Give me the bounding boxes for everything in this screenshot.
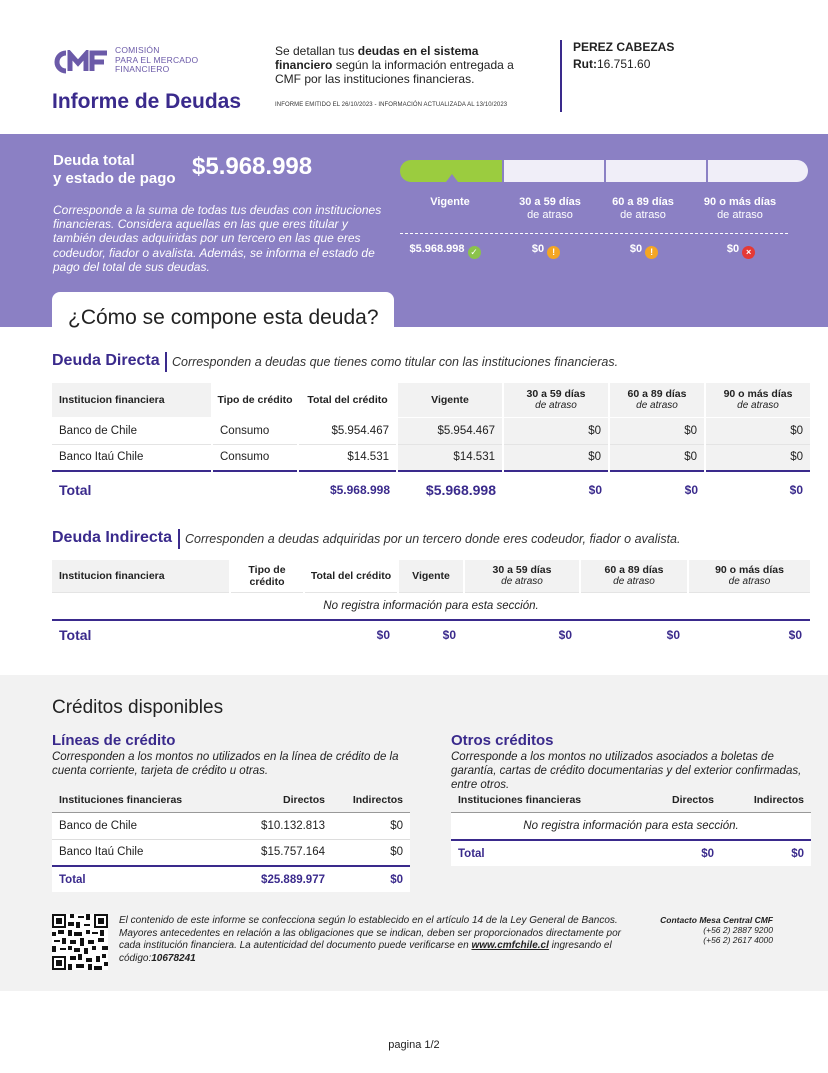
cell-inst: Banco Itaú Chile [52,444,212,471]
header-divider [560,40,562,112]
logo-text [115,46,198,75]
table-row [52,417,810,444]
footer-text-2: ingresando el código: [119,940,612,964]
page-title: Informe de Deudas [52,90,242,113]
cell-90: $0 [705,444,810,471]
cell-total: $14.531 [298,444,397,471]
no-records-text: No registra información para esta sección. [52,592,810,620]
summary-title [53,152,176,188]
others-description: Corresponde a los montos no utilizados asociados a boletas de garantía, cartas de crédito documentarias y del exterior confirmadas, entre otros. [451,751,802,791]
col-90: 90 o más días de atraso [688,560,810,592]
status-bar-30-59 [504,160,604,182]
cell-30-59: $0 [503,417,609,444]
cell-total: $5.954.467 [298,417,397,444]
total-label: Total [52,471,212,507]
table-row [52,444,810,471]
summary-description: Corresponde a la suma de todas tus deudas con instituciones financieras. Considera aquellas en las que eres titular y también deudas adquiridas por un tercero en las que eres codeudor, fiador o avalista. Además, se informa el estado de pago del total de sus deudas. [53,203,382,274]
footer-legal-text [119,915,639,965]
col-60-89: 60 a 89 días de atraso [609,383,705,417]
col-institucion: Institucion financiera [52,383,212,417]
status-value-vigente: $5.968.998 ✓ [395,243,495,259]
cmf-logo-icon [52,50,110,74]
cell-60-89: $0 [609,417,705,444]
total-total: $5.968.998 [298,471,397,507]
col-tipo: Tipo de crédito [230,560,304,592]
total-vigente: $5.968.998 [397,471,503,507]
cell-vigente: $5.954.467 [397,417,503,444]
rut-value: 16.751.60 [597,57,651,71]
cell-60-89: $0 [609,444,705,471]
status-value-30-59: $0 ! [496,243,596,259]
total-indirectos: $0 [721,840,811,866]
summary-title-2: y estado de pago [53,170,176,187]
total-row [52,620,810,648]
total-30-59: $0 [464,620,580,648]
total-label: Total [52,866,232,892]
total-90: $0 [688,620,810,648]
status-caret-icon [446,174,458,182]
footer-text-1: El contenido de este informe se confecciona según lo establecido en el artículo 14 de la Ley General de Bancos. Mayores antecedentes en relación a las obligaciones que se indican, deben ser proporcionados directamente por cada institución financiera. La autenticidad del documento puede verificarse en [119,915,621,951]
person-rut [573,57,650,71]
header-desc-pre: Se detallan tus [275,44,358,58]
direct-title-bar [165,352,167,372]
cross-icon: × [742,246,755,259]
qr-code-icon [52,914,108,970]
issued-date: INFORME EMITIDO EL 26/10/2023 - INFORMACIÓN ACTUALIZADA AL 13/10/2023 [275,102,508,108]
status-value-60-89: $0 ! [594,243,694,259]
cell-30-59: $0 [503,444,609,471]
person-name: PEREZ CABEZAS [573,40,675,54]
col-30-59: 30 a 59 días de atraso [464,560,580,592]
total-label: Total [451,840,641,866]
cell-tipo: Consumo [212,417,298,444]
total-30-59: $0 [503,471,609,507]
col-90: 90 o más días de atraso [705,383,810,417]
total-row [52,866,410,892]
total-directos: $0 [641,840,721,866]
cell-directos: $15.757.164 [232,839,332,866]
verification-code: 10678241 [151,952,196,964]
compose-title: ¿Cómo se compone esta deuda? [68,306,379,329]
cell-directos: $10.132.813 [232,812,332,839]
status-label-90: 90 o más días de atraso [703,196,777,221]
col-tipo: Tipo de crédito [212,383,298,417]
header-desc-post: según la información entregada a CMF por las instituciones financieras. [275,58,514,86]
col-indirectos: Indirectos [721,788,811,812]
table-row [451,812,811,840]
credits-title: Créditos disponibles [52,697,224,718]
cell-90: $0 [705,417,810,444]
contact-phone-2: (+56 2) 2617 4000 [703,935,773,945]
summary-title-1: Deuda total [53,152,135,169]
total-indirectos: $0 [332,866,410,892]
lines-title: Líneas de crédito [52,732,176,749]
page-number: pagina 1/2 [388,1039,440,1051]
cell-tipo: Consumo [212,444,298,471]
status-label-vigente: Vigente [430,196,470,208]
col-institucion: Instituciones financieras [52,788,232,812]
col-vigente: Vigente [397,383,503,417]
col-institucion: Institucion financiera [52,560,230,592]
status-divider [400,233,788,234]
col-60-89: 60 a 89 días de atraso [580,560,688,592]
status-bar-90 [708,160,808,182]
table-row [52,812,410,839]
status-value-90: $0 × [691,243,791,259]
total-directos: $25.889.977 [232,866,332,892]
indirect-title-bar [178,529,180,549]
summary-amount: $5.968.998 [192,153,313,180]
col-total: Total del crédito [298,383,397,417]
table-row [52,592,810,620]
col-30-59: 30 a 59 días de atraso [503,383,609,417]
logo-line-2: PARA EL MERCADO [115,54,199,65]
header-description [275,44,535,86]
total-vigente: $0 [398,620,464,648]
no-records-text: No registra información para esta sección. [451,812,811,840]
cell-inst: Banco de Chile [52,417,212,444]
total-60-89: $0 [580,620,688,648]
cell-inst: Banco de Chile [52,812,232,839]
direct-title: Deuda Directa [52,352,160,369]
col-directos: Directos [232,788,332,812]
cmf-link[interactable]: www.cmfchile.cl [471,940,549,951]
table-row [52,839,410,866]
total-row [451,840,811,866]
others-table [451,788,811,866]
check-icon: ✓ [468,246,481,259]
col-vigente: Vigente [398,560,464,592]
col-institucion: Instituciones financieras [451,788,641,812]
indirect-title: Deuda Indirecta [52,529,173,546]
total-60-89: $0 [609,471,705,507]
cell-indirectos: $0 [332,812,410,839]
header-desc-bold: deudas en el sistema financiero [275,44,479,72]
warning-icon: ! [645,246,658,259]
cell-indirectos: $0 [332,839,410,866]
status-bar-60-89 [606,160,706,182]
total-total: $0 [304,620,398,648]
col-directos: Directos [641,788,721,812]
logo-line-1: COMISIÓN [115,45,160,55]
contact-info [650,915,773,945]
contact-title: Contacto Mesa Central CMF [660,915,773,925]
others-title: Otros créditos [451,732,554,749]
col-indirectos: Indirectos [332,788,410,812]
indirect-table [52,560,810,648]
warning-icon: ! [547,246,560,259]
rut-label: Rut: [573,57,597,71]
col-total: Total del crédito [304,560,398,592]
cell-inst: Banco Itaú Chile [52,839,232,866]
cell-vigente: $14.531 [397,444,503,471]
lines-table [52,788,410,892]
logo-line-3: FINANCIERO [115,64,170,74]
status-label-60-89: 60 a 89 días de atraso [612,196,674,221]
total-label: Total [52,620,230,648]
direct-subtitle: Corresponden a deudas que tienes como titular con las instituciones financieras. [172,355,619,369]
lines-description: Corresponden a los montos no utilizados en la línea de crédito de la cuenta corriente, tarjeta de crédito u otras. [52,751,399,777]
total-90: $0 [705,471,810,507]
direct-table [52,383,810,507]
indirect-subtitle: Corresponden a deudas adquiridas por un tercero donde eres codeudor, fiador o avalista. [185,532,681,546]
contact-phone-1: (+56 2) 2887 9200 [703,925,773,935]
total-row [52,471,810,507]
status-label-30-59: 30 a 59 días de atraso [519,196,581,221]
